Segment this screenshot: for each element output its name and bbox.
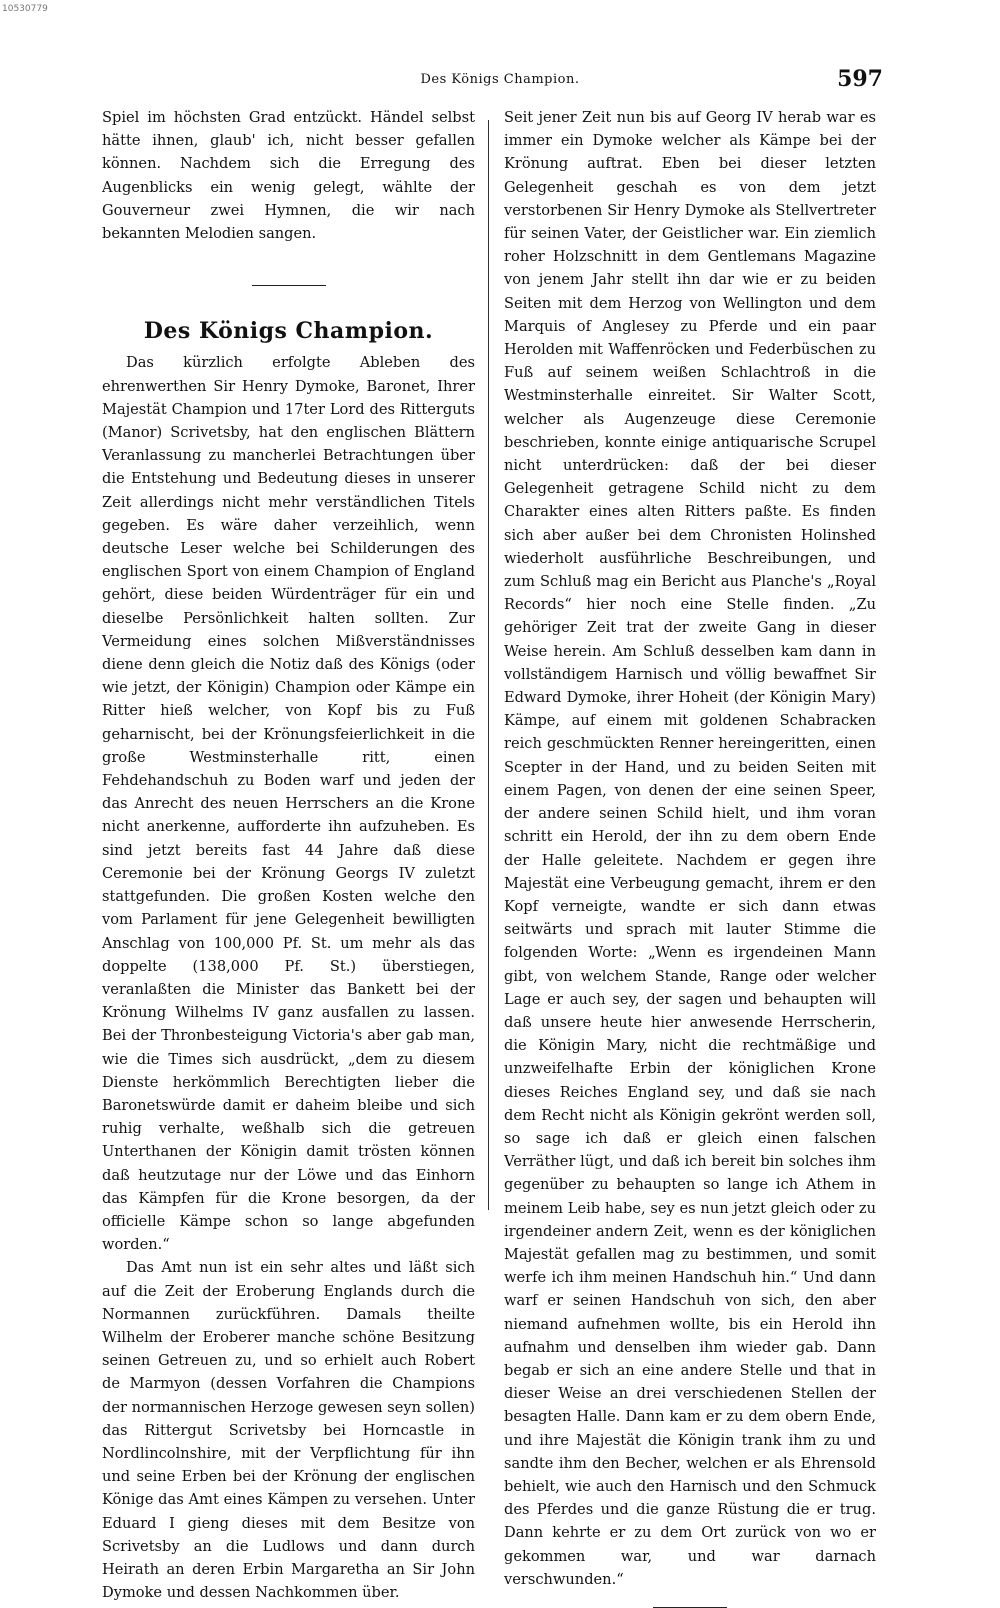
paragraph: Das kürzlich erfolgte Ableben des ehrenwerthen Sir Henry Dymoke, Baronet, Ihrer Majestät Champion und 17ter Lord des Ritterguts (Manor) Scrivetsby, hat den englischen Blättern Veranlassung zu mancherlei Betrachtungen über die Entstehung und Bedeutung dieses in unserer Zeit allerdings nicht mehr verständlichen Titels gegeben. Es wäre daher verzeihlich, wenn deutsche Leser welche bei Schilderungen des englischen Sport von einem Champion of England gehört, diese beiden Würdenträger für ein und dieselbe Persönlichkeit halten sollten. Zur Vermeidung eines solchen Mißverständnisses diene denn gleich die Notiz daß des Königs (oder wie jetzt, der Königin) Champion oder Kämpe ein Ritter hieß welcher, von Kopf bis zu Fuß geharnischt, bei der Krönungsfeierlichkeit in die große Westminsterhalle ritt, einen Fehdehandschuh zu Boden warf und jeden der das Anrecht des neuen Herrschers an die Krone nicht anerkenne, aufforderte ihn aufzuheben. Es sind jetzt bereits fast 44 Jahre daß diese Ceremonie bei der Krönung Georgs IV zuletzt stattgefunden. Die großen Kosten welche den vom Parlament für jene Gelegenheit bewilligten Anschlag von 100,000 Pf. St. um mehr als das doppelte (138,000 Pf. St.) überstiegen, veranlaßten die Minister das Bankett bei der Krönung Wilhelms IV ganz ausfallen zu lassen. Bei der Thronbesteigung Victoria's aber gab man, wie die Times sich ausdrückt, „dem zu diesem Dienste herkömmlich Berechtigten lieber die Baronetswürde damit er daheim bleibe und sich ruhig verhalte, weßhalb sich die getreuen Unterthanen der Königin damit trösten können daß heutzutage nur der Löwe und das Einhorn das Kämpfen für die Krone besorgen, da der officielle Kämpe schon so lange abgefunden worden.“ (102, 354, 475, 1254)
article-title: Des Königs Champion. (143, 318, 434, 345)
left-column (102, 106, 475, 1604)
right-column (504, 106, 876, 1608)
paragraph: Seit jener Zeit nun bis auf Georg IV herab war es immer ein Dymoke welcher als Kämpe bei der Krönung auftrat. Eben bei dieser letzten Gelegenheit geschah es von dem jetzt verstorbenen Sir Henry Dymoke als Stellvertreter für seinen Vater, der Geistlicher war. Ein ziemlich roher Holzschnitt in dem Gentlemans Magazine von jenem Jahr stellt ihn dar wie er zu beiden Seiten mit dem Herzog von Wellington und dem Marquis of Anglesey zu Pferde und ein paar Herolden mit Waffenröcken und Federbüschen zu Fuß auf seinem weißen Schlachtroß in die Westminsterhalle einreitet. Sir Walter Scott, welcher als Augenzeuge diese Ceremonie beschrieben, konnte einige antiquarische Scrupel nicht unterdrücken: daß der bei dieser Gelegenheit getragene Schild nicht zu dem Charakter eines alten Ritters paßte. Es finden sich aber außer bei dem Chronisten Holinshed wiederholt ausführliche Beschreibungen, und zum Schluß mag ein Bericht aus Planche's „Royal Records“ hier noch eine Stelle finden. „Zu gehöriger Zeit trat der zweite Gang in dieser Weise herein. Am Schluß desselben kam dann in vollständigem Harnisch und völlig bewaffnet Sir Edward Dymoke, ihrer Hoheit (der Königin Mary) Kämpe, auf einem mit goldenen Schabracken reich geschmückten Renner hereingeritten, einen Scepter in der Hand, und zu beiden Seiten mit einem Pagen, von denen der eine seinen Speer, der andere seinen Schild hielt, und ihm voran schritt ein Herold, der ihn zu dem obern Ende der Halle geleitete. Nachdem er gegen ihre Majestät eine Verbeugung gemacht, ihrem er den Kopf verneigte, wandte er sich dann etwas seitwärts und sprach mit lauter Stimme die folgenden Worte: „Wenn es irgendeinen Mann gibt, von welchem Stande, Range oder welcher Lage er auch sey, der sagen und behaupten will daß unsere heute hier anwesende Herrscherin, die Königin Mary, nicht die rechtmäßige und unzweifelhafte Erbin der königlichen Krone dieses Reiches England sey, und daß sie nach dem Recht nicht als Königin gekrönt werden soll, so sage ich daß er gleich einen falschen Verräther lügt, und daß ich bereit bin solches ihm gegenüber zu behaupten so lange ich Athem in meinem Leib habe, sey es nun jetzt gleich oder zu irgendeiner andern Zeit, wenn es der königlichen Majestät gefallen mag zu bestimmen, und somit werfe ich ihm meinen Handschuh hin.“ Und dann warf er seinen Handschuh von sich, den aber niemand aufnehmen wollte, bis ein Herold ihn aufnahm und denselben ihm wieder gab. Dann begab er sich an eine andere Stelle und that in dieser Weise an drei verschiedenen Stellen der besagten Halle. Dann kam er zu dem obern Ende, und ihre Majestät die Königin trank ihm zu und sandte ihm den Becher, welchen er als Ehrensold behielt, wie auch den Harnisch und den Schmuck des Pferdes und die ganze Rüstung die er trug. Dann kehrte er zu dem Ort zurück von wo er gekommen war, und war darnach verschwunden.“ (504, 109, 876, 1588)
scan-id: 10530779 (2, 4, 48, 14)
paragraph: Das Amt nun ist ein sehr altes und läßt sich auf die Zeit der Eroberung Englands durch die Normannen zurückführen. Damals theilte Wilhelm der Eroberer manche schöne Besitzung seinen Getreuen zu, und so erhielt auch Robert de Marmyon (dessen Vorfahren die Champions der normannischen Herzoge gewesen seyn sollen) das Rittergut Scrivetsby bei Horncastle in Nordlincolnshire, mit der Verpflichtung für ihn und seine Erben bei der Krönung der englischen Könige das Amt eines Kämpen zu versehen. Unter Eduard I gieng dieses mit dem Besitze von Scrivetsby an die Ludlows und dann durch Heirath an deren Erbin Margaretha an Sir John Dymoke und dessen Nachkommen über. (102, 1259, 475, 1602)
continued-paragraph: Spiel im höchsten Grad entzückt. Händel selbst hätte ihnen, glaub' ich, nicht besser gefallen können. Nachdem sich die Erregung des Augenblicks ein wenig gelegt, wählte der Gouverneur zwei Hymnen, die wir nach bekannten Melodien sangen. (102, 109, 475, 243)
page-number: 597 (837, 66, 883, 92)
section-divider (252, 285, 326, 286)
column-divider (488, 120, 489, 1210)
running-head: Des Königs Champion. (420, 72, 580, 87)
